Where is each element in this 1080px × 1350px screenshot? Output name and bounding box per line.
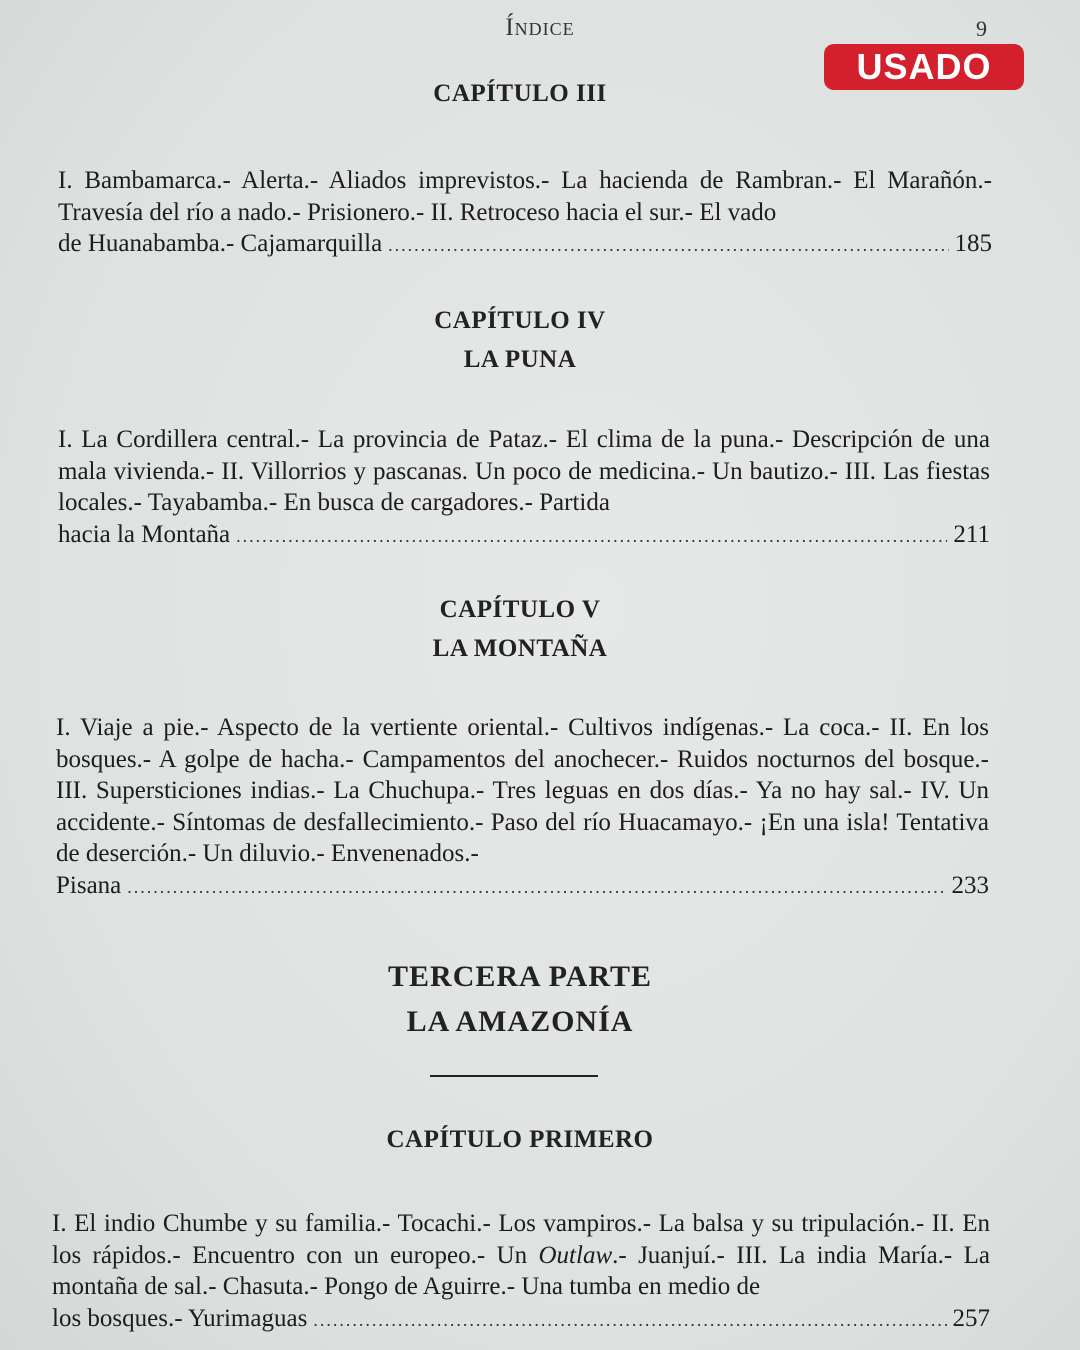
- entry-last-line: [56, 870, 989, 904]
- chapter-subtitle: LA PUNA: [463, 346, 577, 373]
- entry-last-line: [58, 519, 990, 553]
- dot-leader: [313, 1305, 946, 1337]
- entry-last-line: [52, 1303, 990, 1337]
- entry-text: I. Bambamarca.- Alerta.- Aliados imprevistos.- La hacienda de Rambran.- El Marañón.- Travesía del río a nado.- Prisionero.- II. Retroceso hacia el sur.- El vado: [58, 167, 992, 226]
- chapter-heading: CAPÍTULO III: [433, 80, 607, 107]
- chapter-heading: CAPÍTULO PRIMERO: [386, 1126, 654, 1153]
- entry-text: I. La Cordillera central.- La provincia de Pataz.- El clima de la puna.- Descripción de una mala vivienda.- II. Villorrios y pascanas. Un poco de medicina.- Un bautizo.- III. Las fiestas locales.- Tayabamba.- En busca de cargadores.- Partida: [58, 426, 990, 516]
- dot-leader: [127, 872, 945, 904]
- entry-page-number: 233: [951, 871, 989, 899]
- page-number: 9: [976, 16, 987, 41]
- chapter-heading: CAPÍTULO V: [439, 596, 601, 623]
- entry-page-number: 257: [952, 1304, 990, 1332]
- entry-last-text: los bosques.- Yurimaguas: [52, 1304, 308, 1332]
- chapter-subtitle: LA MONTAÑA: [432, 635, 608, 662]
- dot-leader: [388, 230, 948, 262]
- used-badge: USADO: [824, 44, 1024, 90]
- chapter-heading: CAPÍTULO IV: [434, 307, 606, 334]
- entry-last-line: [58, 228, 992, 262]
- toc-entry: [56, 712, 989, 903]
- entry-text: I. El indio Chumbe y su familia.- Tocachi.- Los vampiros.- La balsa y su tripulación.- II. En los rápidos.- Encuentro con un europeo.- Un Outlaw.- Juanjuí.- III. La india María.- La montaña de sal.- Chasuta.- Pongo de Aguirre.- Una tumba en medio de: [52, 1210, 990, 1300]
- entry-text: I. Viaje a pie.- Aspecto de la vertiente oriental.- Cultivos indígenas.- La coca.- II. En los bosques.- A golpe de hacha.- Campamentos del anochecer.- Ruidos nocturnos del bosque.- III. Supersticiones indias.- La Chuchupa.- Tres leguas en dos días.- Ya no hay sal.- IV. Un accidente.- Síntomas de desfallecimiento.- Paso del río Huacamayo.- ¡En una isla! Tentativa de deserción.- Un diluvio.- Envenenados.-: [56, 714, 989, 867]
- toc-entry: [52, 1208, 990, 1336]
- toc-entry: [58, 424, 990, 552]
- dot-leader: [236, 521, 947, 553]
- section-divider: [430, 1075, 598, 1077]
- part-subtitle: LA AMAZONÍA: [406, 1005, 634, 1038]
- toc-entry: [58, 165, 992, 262]
- entry-page-number: 185: [954, 230, 992, 257]
- entry-page-number: 211: [953, 520, 990, 548]
- entry-last-text: de Huanabamba.- Cajamarquilla: [58, 230, 383, 257]
- italic-term: Outlaw: [538, 1241, 613, 1269]
- part-title: TERCERA PARTE: [388, 960, 652, 993]
- running-title: Índice: [505, 14, 575, 41]
- entry-last-text: hacia la Montaña: [58, 520, 231, 548]
- entry-last-text: Pisana: [56, 871, 122, 899]
